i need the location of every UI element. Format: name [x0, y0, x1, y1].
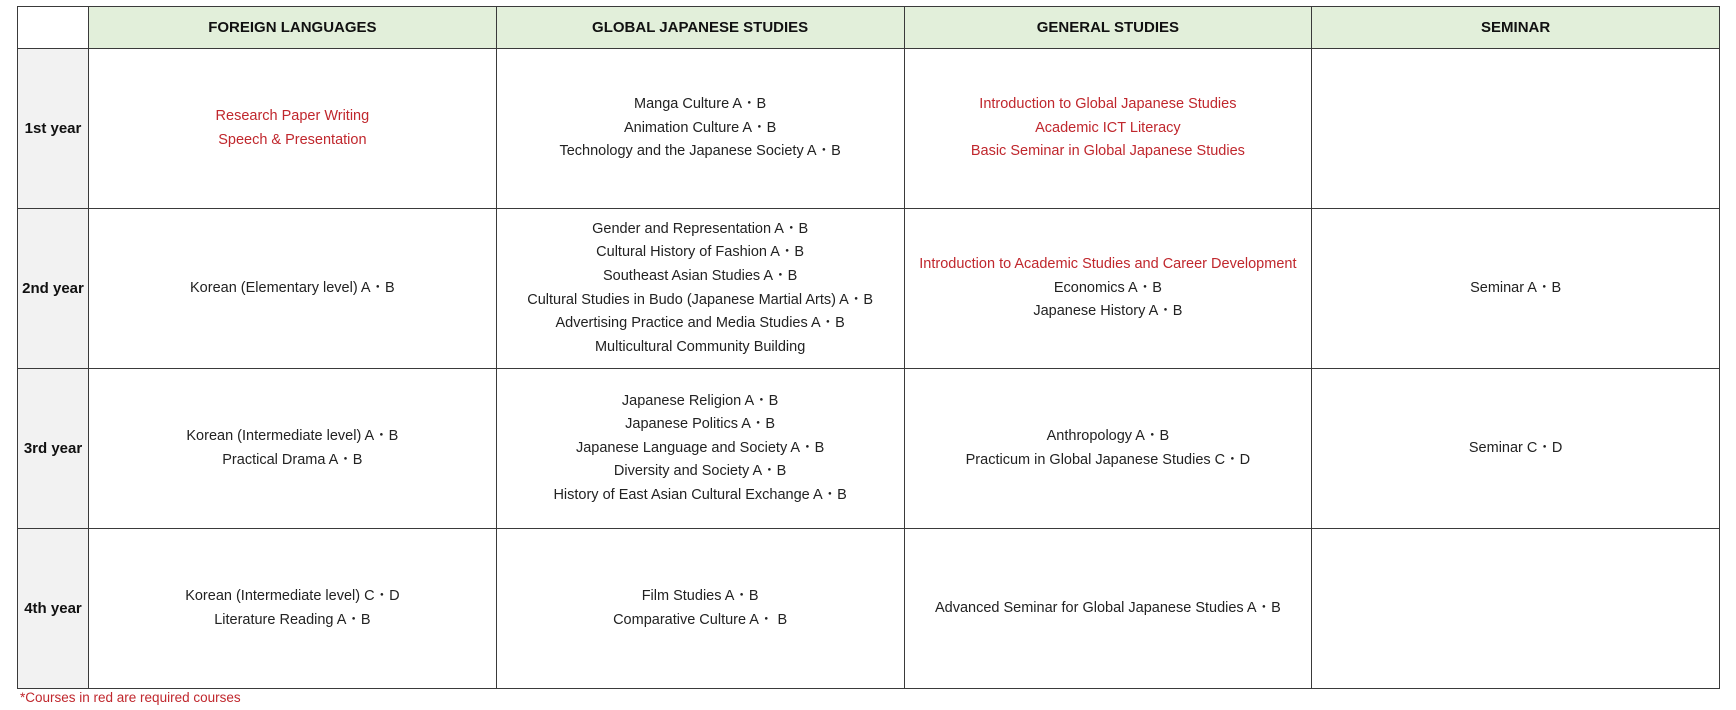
course-item: Practical Drama A・B [222, 451, 363, 468]
course-list [497, 218, 904, 360]
course-item: Gender and Representation A・B [592, 220, 809, 237]
course-item: Seminar C・D [1468, 439, 1563, 456]
course-list [497, 390, 904, 508]
cell-general-studies [904, 49, 1312, 209]
cell-seminar [1312, 49, 1720, 209]
column-header-seminar: SEMINAR [1312, 7, 1720, 49]
course-item: Practicum in Global Japanese Studies C・D [965, 451, 1251, 468]
course-item: Economics A・B [1053, 279, 1162, 296]
row-header-1st-year: 1st year [18, 49, 89, 209]
required-courses-footnote: *Courses in red are required courses [20, 690, 241, 705]
cell-seminar [1312, 529, 1720, 689]
cell-foreign-languages [89, 369, 497, 529]
year-row [18, 529, 1720, 689]
cell-global-japanese-studies [496, 369, 904, 529]
course-list [89, 105, 496, 152]
course-item: Advanced Seminar for Global Japanese Studies A・B [934, 599, 1281, 616]
course-list [497, 585, 904, 632]
course-item: History of East Asian Cultural Exchange A・B [553, 486, 847, 503]
cell-foreign-languages [89, 49, 497, 209]
year-row [18, 369, 1720, 529]
course-item: Korean (Intermediate level) C・D [185, 587, 400, 604]
column-header-foreign-languages: FOREIGN LANGUAGES [89, 7, 497, 49]
required-course-item: Basic Seminar in Global Japanese Studies [970, 143, 1245, 160]
row-header-3rd-year: 3rd year [18, 369, 89, 529]
cell-general-studies [904, 529, 1312, 689]
course-item: Japanese Language and Society A・B [575, 439, 825, 456]
course-item: Anthropology A・B [1046, 427, 1170, 444]
course-item: Japanese Religion A・B [621, 392, 779, 409]
course-item: Literature Reading A・B [214, 611, 371, 628]
required-course-item: Academic ICT Literacy [1035, 119, 1181, 136]
course-item: Film Studies A・B [641, 587, 759, 604]
required-course-item: Introduction to Academic Studies and Career Development [919, 256, 1297, 273]
curriculum-table [17, 6, 1720, 689]
course-list [905, 93, 1312, 164]
cell-global-japanese-studies [496, 529, 904, 689]
course-item: Korean (Elementary level) A・B [190, 279, 395, 296]
course-list [905, 597, 1312, 621]
column-header-global-japanese-studies: GLOBAL JAPANESE STUDIES [496, 7, 904, 49]
cell-foreign-languages [89, 209, 497, 369]
cell-seminar [1312, 369, 1720, 529]
required-course-item: Introduction to Global Japanese Studies [979, 96, 1237, 113]
course-item: Cultural History of Fashion A・B [596, 244, 805, 261]
course-list [497, 93, 904, 164]
year-row [18, 49, 1720, 209]
course-list [89, 277, 496, 301]
cell-global-japanese-studies [496, 209, 904, 369]
course-item: Animation Culture A・B [623, 119, 777, 136]
course-list [89, 425, 496, 472]
course-item: Seminar A・B [1470, 279, 1562, 296]
course-item: Cultural Studies in Budo (Japanese Martial Arts) A・B [527, 291, 873, 308]
header-row [18, 7, 1720, 49]
column-header-general-studies: GENERAL STUDIES [904, 7, 1312, 49]
course-item: Technology and the Japanese Society A・B [559, 143, 841, 160]
cell-seminar [1312, 209, 1720, 369]
course-item: Comparative Culture A・ B [613, 611, 788, 628]
row-header-2nd-year: 2nd year [18, 209, 89, 369]
course-list [905, 253, 1312, 324]
course-item: Manga Culture A・B [634, 96, 767, 113]
course-list [89, 585, 496, 632]
corner-cell [18, 7, 89, 49]
course-item: Japanese History A・B [1033, 303, 1183, 320]
cell-global-japanese-studies [496, 49, 904, 209]
required-course-item: Speech & Presentation [218, 131, 367, 148]
course-item: Southeast Asian Studies A・B [602, 267, 798, 284]
cell-general-studies [904, 209, 1312, 369]
course-item: Japanese Politics A・B [625, 416, 776, 433]
cell-foreign-languages [89, 529, 497, 689]
year-row [18, 209, 1720, 369]
course-list [905, 425, 1312, 472]
course-item: Korean (Intermediate level) A・B [186, 427, 399, 444]
course-list [1312, 277, 1719, 301]
required-course-item: Research Paper Writing [215, 107, 370, 124]
row-header-4th-year: 4th year [18, 529, 89, 689]
course-item: Diversity and Society A・B [613, 463, 787, 480]
course-item: Multicultural Community Building [594, 338, 806, 355]
course-item: Advertising Practice and Media Studies A・B [555, 315, 845, 332]
cell-general-studies [904, 369, 1312, 529]
course-list [1312, 437, 1719, 461]
